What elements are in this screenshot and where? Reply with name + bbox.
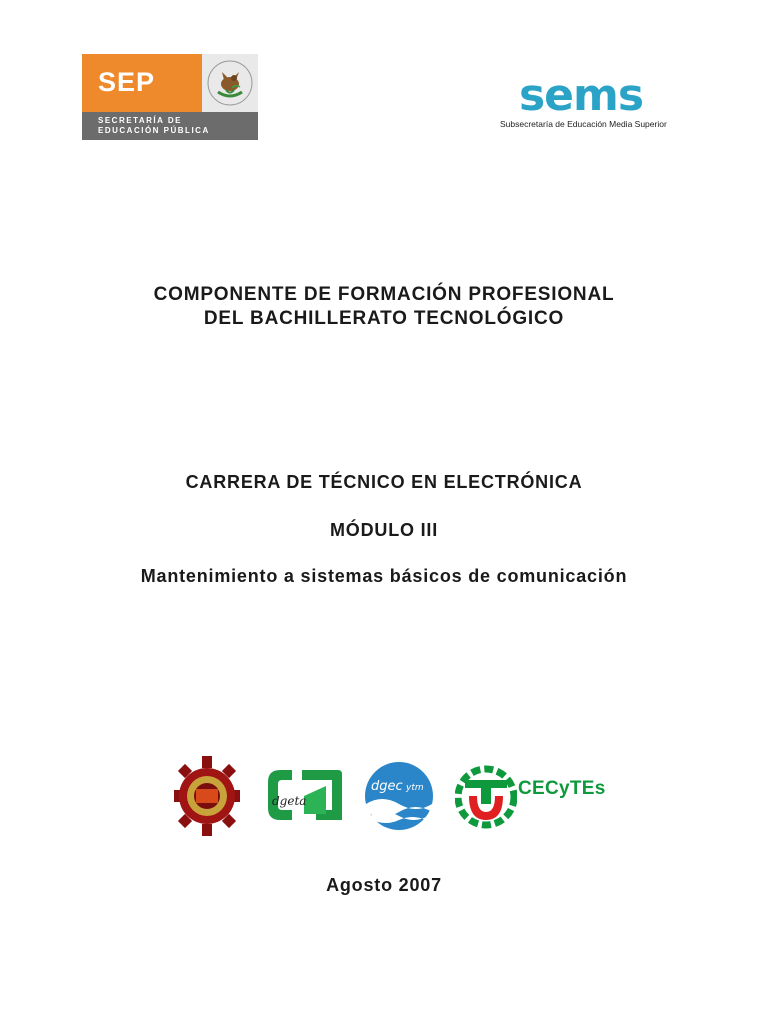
sep-line1: SECRETARÍA DE xyxy=(98,116,182,125)
component-title-line2: DEL BACHILLERATO TECNOLÓGICO xyxy=(203,308,565,329)
svg-text:ytm: ytm xyxy=(406,783,424,793)
cecytes-wordmark: CECyTEs xyxy=(518,778,606,799)
cecytes-logo xyxy=(455,760,610,834)
dgeti-gear-logo xyxy=(172,754,242,838)
svg-text:dgeta: dgeta xyxy=(272,794,307,808)
sep-line2: EDUCACIÓN PÚBLICA xyxy=(98,126,210,135)
mexico-seal-icon xyxy=(202,54,258,112)
module-title: MÓDULO III xyxy=(330,520,438,540)
component-title-line1: COMPONENTE DE FORMACIÓN PROFESIONAL xyxy=(153,284,615,305)
sems-wordmark: sems xyxy=(518,70,644,121)
sems-subtitle: Subsecretaría de Educación Media Superior xyxy=(500,119,667,129)
sep-logo xyxy=(82,54,258,140)
dgeta-logo xyxy=(264,766,344,824)
svg-text:dgec: dgec xyxy=(371,779,403,794)
sep-abbr: SEP xyxy=(98,67,156,97)
career-title: CARRERA DE TÉCNICO EN ELECTRÓNICA xyxy=(185,472,583,492)
publication-date: Agosto 2007 xyxy=(326,875,442,895)
sems-logo xyxy=(500,70,667,134)
module-subject: Mantenimiento a sistemas básicos de comunicación xyxy=(140,566,628,586)
component-title xyxy=(0,283,768,331)
dgecytm-logo xyxy=(362,760,436,832)
